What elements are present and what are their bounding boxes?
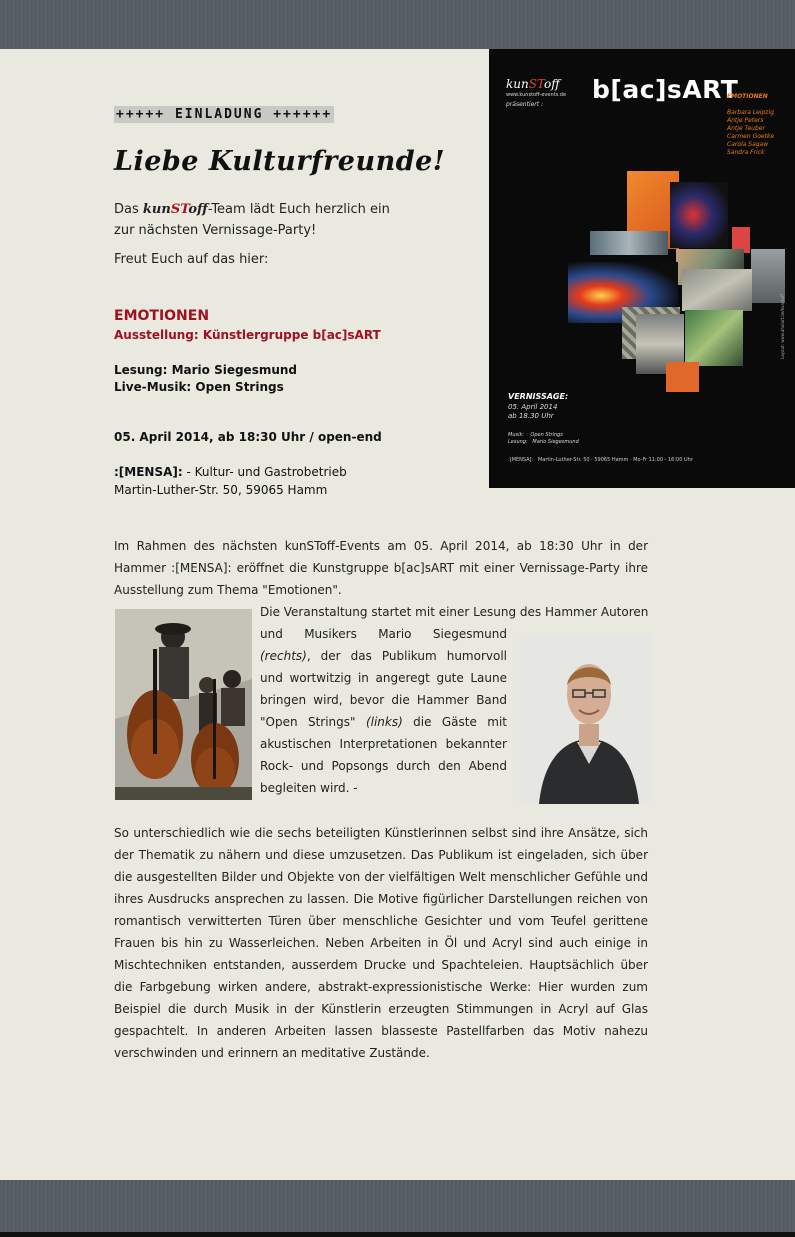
p2-line: bringen wird, bevor die Hammer Band [260,693,507,707]
venue-block [114,463,347,499]
poster-date: 05. April 2014 [508,403,558,411]
event-poster [489,49,795,488]
p2-links: (links) [365,715,403,729]
poster-vernissage-date [508,403,557,421]
p2-open-strings: "Open Strings" [260,715,366,729]
p2-line: und wortwitzig in angeregt gute Laune [260,671,507,685]
bottom-bar [0,1180,795,1237]
venue-address: Martin-Luther-Str. 50, 59065 Hamm [114,483,328,497]
top-bar [0,0,795,49]
intro-line1-rest: -Team lädt Euch herzlich ein [207,202,390,217]
p2-line3-rest: , der das Publikum humorvoll [306,649,507,663]
body-paragraph-1: Im Rahmen des nächsten kunSToff-Events am 05. April 2014, ab 18:30 Uhr in der Hammer :[MENSA]: eröffnet die Kunstgruppe b[ac]sART mit einer Vernissage-Party ihre Ausstellung zum Thema "Emotionen". [114,539,648,597]
event-title: EMOTIONEN [114,308,210,324]
poster-presents: präsentiert : [506,101,544,108]
brand-st: ST [170,202,189,217]
artwork-stones [682,269,752,311]
poster-emotionen: EMOTIONEN [727,93,768,100]
poster-artist-list [727,109,774,157]
p2-line: Rock- und Popsongs durch den Abend [260,759,507,773]
invitation-page [0,49,795,1180]
band-photo-art [115,609,252,800]
poster-artist: Carola Sagaw [727,141,769,148]
poster-vernissage: VERNISSAGE: [508,392,569,401]
greeting-heading: Liebe Kulturfreunde! [114,146,446,177]
artwork-face [590,231,668,255]
artwork-green-face [685,310,743,366]
p2-line: und Musikers Mario Siegesmund [260,627,507,641]
poster-footer: :[MENSA]: Martin-Luther-Str. 50 · 59065 Hamm · Mo-Fr 11:00 - 16:00 Uhr [508,457,693,463]
intro-line2: zur nächsten Vernissage-Party! [114,223,317,238]
poster-artist: Antje Teuber [727,125,765,132]
artwork-orange-low [666,362,699,392]
venue-desc: - Kultur- und Gastrobetrieb [182,465,347,479]
poster-logo-st: ST [528,77,545,91]
intro-prefix: Das [114,202,143,217]
p2-line: begleiten wird. - [260,781,358,795]
p2-line6-rest: die Gäste mit [402,715,507,729]
lesung-line: Lesung: Mario Siegesmund [114,363,298,377]
poster-logo-kun: kun [506,77,529,91]
body-paragraph-3: So unterschiedlich wie die sechs beteiligten Künstlerinnen selbst sind ihre Ansätze, sich der Thematik zu nähern und diese umzusetzen. Das Publikum ist eingeladen, sich über die ausgestellten Bilder und Objekte von der vielfältigen Welt menschlicher Gefühle und ihres Ausdrucks ansprechen zu lassen. Die Motive figürlicher Darstellungen reichen von romantisch verwitterten Türen über menschliche Gesichter und vom Teufel gerittene Frauen bis hin zu Wasserleichen. Neben Arbeiten in Öl und Acryl sind auch einige in Mischtechniken entstanden, ausserdem Drucke und Spachteleien. Hauptsächlich über die Farbgebung wirken andere, abstrakt-expressionistische Werke: Hier wurden zum Beispiel die durch Musik in der Künstlerin erzeugten Stimmungen in Acryl auf Glas gespachtelt. In anderen Arbeiten lassen blasseste Pastellfarben das Motiv nahezu verschwinden und erinnern an meditative Zustände. [114,826,648,1060]
body-paragraph-2 [260,601,648,799]
poster-side-credit: Layout: www.ahoiart.de/kunstoff [780,294,785,359]
poster-credit-musik: Musik: Open Strings [508,432,563,438]
poster-artist: Antje Peters [727,117,764,124]
artwork-abstract-dark [670,182,728,248]
p2-line: Die Veranstaltung startet mit einer Lesung des Hammer Autoren [260,605,649,619]
program-block [114,362,297,396]
brand-kun: kun [142,202,171,217]
poster-artist: Carmen Goetke [727,133,775,140]
poster-time: ab 18.30 Uhr [508,412,554,420]
poster-url: www.kunstoff-events.de [506,92,567,98]
poster-logo [506,77,560,91]
poster-artist: Barbara Leipzig [727,109,774,116]
poster-title: b[ac]sART [592,75,739,104]
poster-credit-lesung: Lesung: Mario Siegesmund [508,439,579,445]
event-subtitle: Ausstellung: Künstlergruppe b[ac]sART [114,328,381,342]
p2-rechts: (rechts) [260,649,307,663]
p2-line: akustischen Interpretationen bekannter [260,737,507,751]
intro-text [114,199,444,241]
p2-line [260,645,507,667]
brand-off: off [188,202,208,217]
p2-line [260,711,507,733]
band-photo [115,609,252,800]
musik-line: Live-Musik: Open Strings [114,380,284,394]
venue-label: :[MENSA]: [114,465,183,479]
event-date: 05. April 2014, ab 18:30 Uhr / open-end [114,430,382,444]
poster-artist: Sandra Frick [727,149,765,156]
freut-text: Freut Euch auf das hier: [114,252,269,267]
poster-credits [508,432,579,446]
invitation-heading: +++++ EINLADUNG ++++++ [116,107,333,122]
poster-logo-off: off [544,77,560,91]
